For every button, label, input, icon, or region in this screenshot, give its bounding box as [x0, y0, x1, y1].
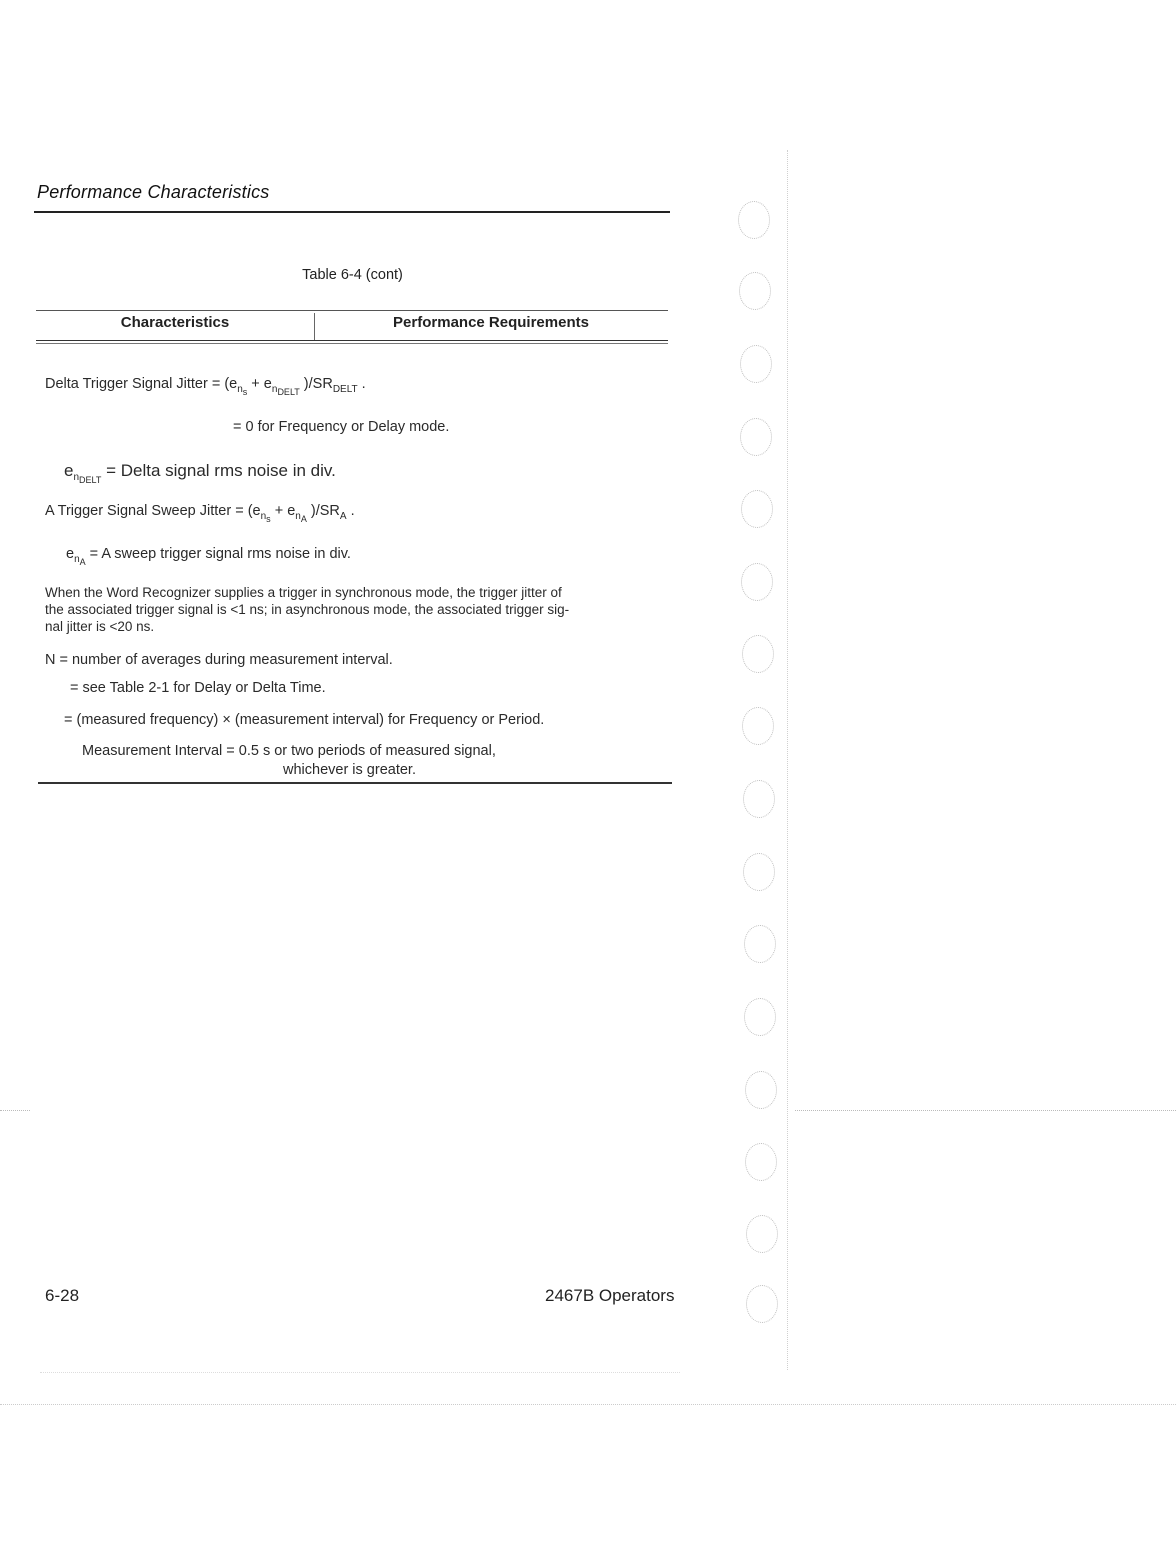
binder-hole-icon [742, 635, 774, 673]
table-bottom-rule [38, 782, 672, 784]
see-table-note: = see Table 2-1 for Delay or Delta Time. [70, 680, 326, 696]
scan-dotted-line [40, 1372, 680, 1373]
binder-hole-icon [741, 563, 773, 601]
table-header-bottom-rule [36, 340, 668, 341]
paragraph-line: nal jitter is <20 ns. [45, 619, 155, 634]
binder-hole-icon [745, 1143, 777, 1181]
binder-hole-icon [744, 998, 776, 1036]
binder-hole-icon [740, 345, 772, 383]
paragraph-line: When the Word Recognizer supplies a trigger in synchronous mode, the trigger jitter of [45, 585, 562, 600]
column-header-characteristics: Characteristics [120, 314, 230, 331]
manual-title: 2467B Operators [545, 1286, 675, 1305]
column-header-performance-requirements: Performance Requirements [393, 314, 589, 331]
binder-hole-icon [743, 853, 775, 891]
binder-edge-line [787, 150, 788, 1370]
binder-hole-icon [746, 1285, 778, 1323]
scan-dotted-line [0, 1110, 30, 1111]
paragraph-line: the associated trigger signal is <1 ns; in asynchronous mode, the associated trigger sig- [45, 602, 570, 617]
binder-hole-icon [739, 272, 771, 310]
n-definition: N = number of averages during measurement interval. [45, 652, 393, 668]
binder-hole-icon [741, 490, 773, 528]
scan-dotted-line [795, 1110, 1176, 1111]
binder-hole-icon [743, 780, 775, 818]
binder-hole-icon [742, 707, 774, 745]
binder-hole-icon [744, 925, 776, 963]
measurement-interval-line-2: whichever is greater. [283, 762, 416, 778]
binder-hole-icon [745, 1071, 777, 1109]
header-rule [34, 211, 670, 213]
binder-hole-icon [738, 201, 770, 239]
binder-hole-icon [746, 1215, 778, 1253]
frequency-period-note: = (measured frequency) × (measurement interval) for Frequency or Period. [64, 712, 545, 728]
table-header-double-rule [36, 343, 668, 344]
binder-hole-icon [740, 418, 772, 456]
delta-jitter-formula: Delta Trigger Signal Jitter = ($e_{n_s} + e_{n_{DELT}}$ )$/SR_{DELT}$ . [45, 376, 366, 397]
table-caption: Table 6-4 (cont) [302, 267, 403, 283]
a-jitter-formula: A Trigger Signal Sweep Jitter = ($e_{n_s} + e_{n_A}$ )$/SR_A$ . [45, 503, 355, 524]
e-delt-definition: $e_{n_{DELT}}$ = Delta signal rms noise in div. [64, 461, 336, 486]
word-recognizer-paragraph [45, 584, 675, 635]
table-header-top-rule [36, 310, 668, 311]
section-title: Performance Characteristics [37, 182, 270, 202]
measurement-interval-line-1: Measurement Interval = 0.5 s or two periods of measured signal, [82, 743, 496, 759]
page-number: 6-28 [45, 1286, 80, 1305]
delta-zero-note: = 0 for Frequency or Delay mode. [233, 419, 450, 435]
scan-dotted-line [0, 1404, 1176, 1405]
e-a-definition: $e_{n_A} = A$ sweep trigger signal rms noise in div. [66, 546, 351, 567]
